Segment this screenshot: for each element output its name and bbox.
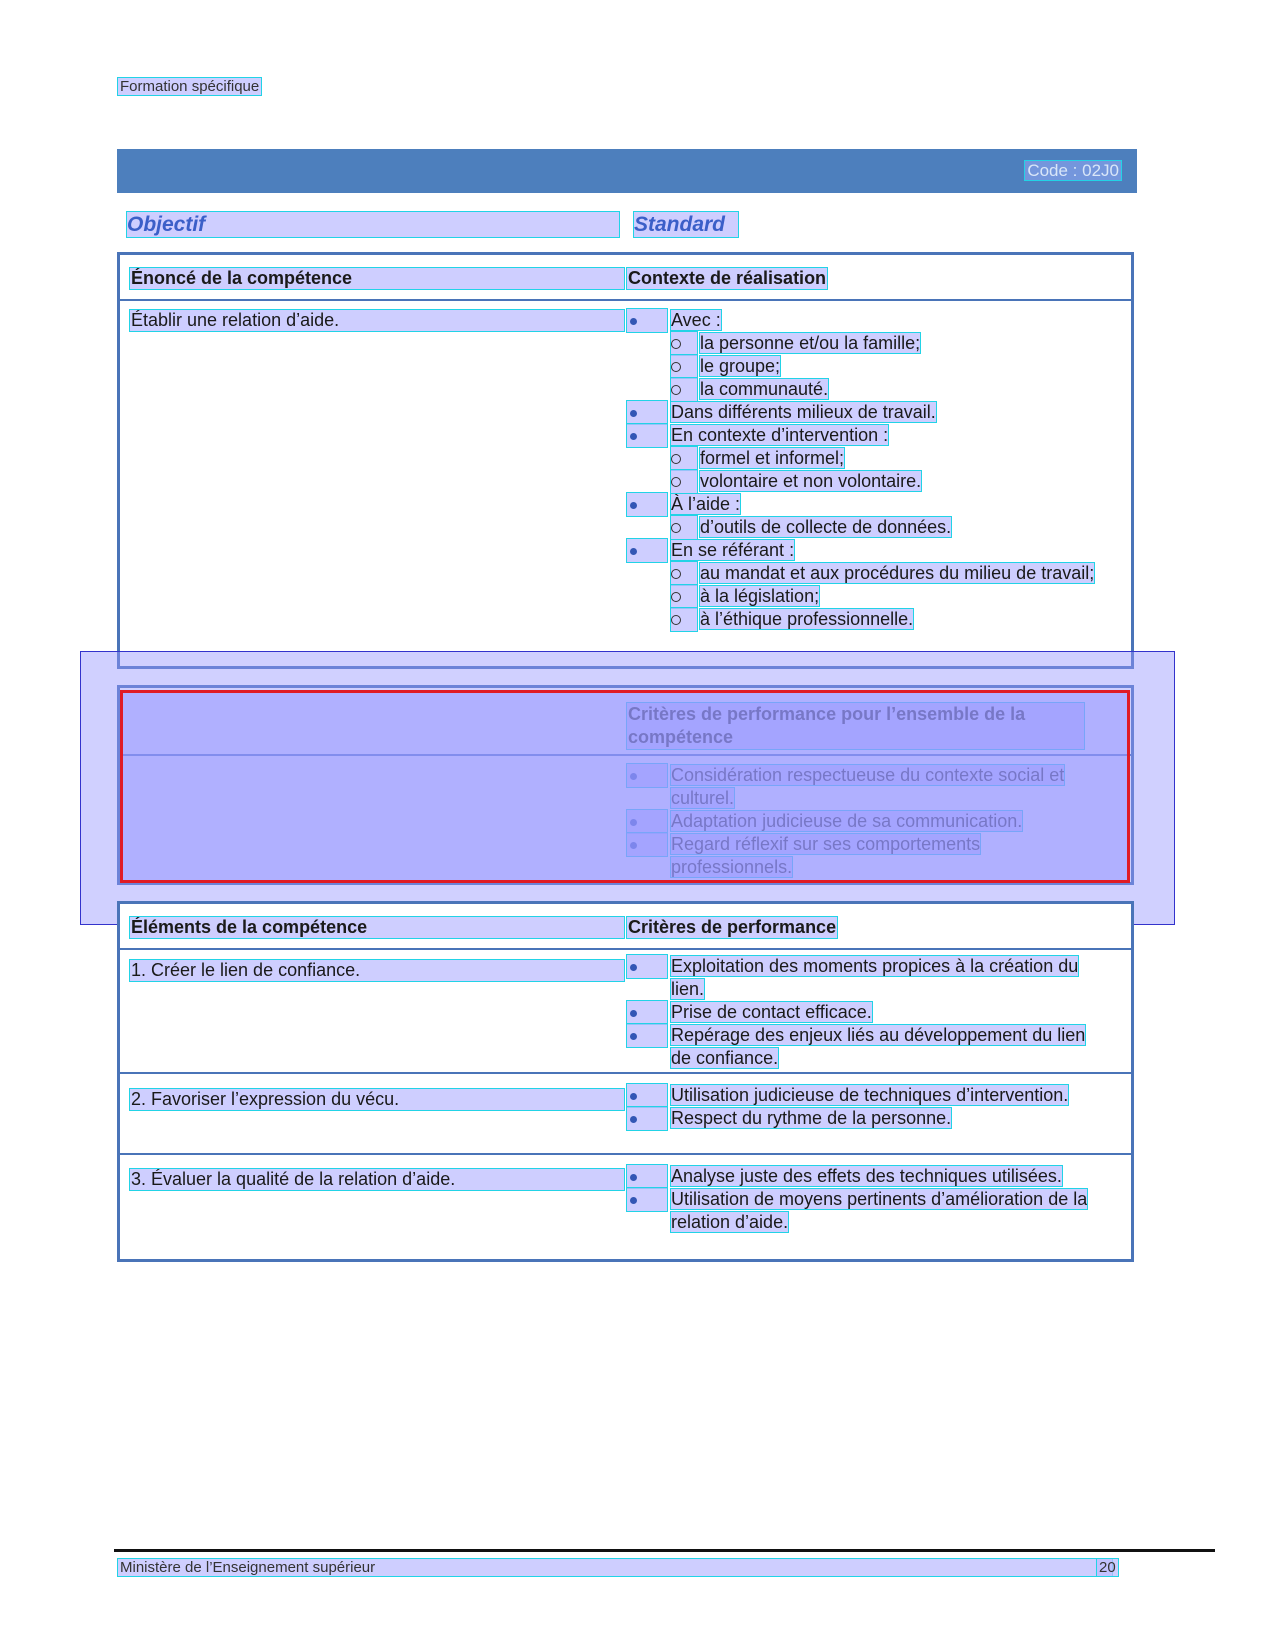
standard-title: Standard [634,212,738,237]
bullet-text: Dans différents milieux de travail. [671,402,936,422]
circle-bullet-icon [671,378,697,401]
bullet-icon [627,1024,667,1047]
bullet-icon [627,955,667,978]
circle-bullet-icon [671,516,697,539]
bullet-text: Analyse juste des effets des techniques utilisées. [671,1166,1062,1186]
circle-bullet-icon [671,355,697,378]
bullet-text: Exploitation des moments propices à la création du lien. [671,956,1079,999]
elements-table-header [120,904,1131,950]
row-divider [120,1153,1131,1155]
footer-rule [114,1549,1215,1552]
sub-bullet-text: à l’éthique professionnelle. [700,609,914,629]
competence-table [117,252,1134,669]
sub-bullet-item [627,332,1097,355]
contexte-header: Contexte de réalisation [628,268,827,288]
criteres-header: Critères de performance [628,917,837,937]
bullet-item [627,1107,1097,1130]
page-number: 20 [1099,1559,1116,1576]
sub-bullet-text: d’outils de collecte de données. [700,517,952,537]
highlight-frame [120,690,1130,883]
bullet-icon [627,493,667,516]
bullet-text: Repérage des enjeux liés au développement du lien de confiance. [671,1025,1086,1068]
bullet-item [627,955,1097,1001]
circle-bullet-icon [671,470,697,493]
bullet-text: Prise de contact efficace. [671,1002,872,1022]
bullet-item [627,1024,1097,1070]
sub-bullet-text: formel et informel; [700,448,845,468]
bullet-text: Avec : [671,310,721,330]
sub-bullet-text: à la législation; [700,586,820,606]
document-header: Formation spécifique [120,78,260,95]
code-label: Code : 02J0 [1027,161,1119,180]
bullet-item [627,401,1097,424]
bullet-icon [627,1165,667,1188]
sub-bullet-item [627,608,1097,631]
element-3: 3. Évaluer la qualité de la relation d’aide. [130,1169,624,1190]
sub-bullet-item [627,516,1097,539]
circle-bullet-icon [671,332,697,355]
element-1: 1. Créer le lien de confiance. [130,960,624,981]
sub-bullet-text: la personne et/ou la famille; [700,333,921,353]
code-bar [117,149,1137,193]
bullet-text: À l’aide : [671,494,741,514]
circle-bullet-icon [671,562,697,585]
sub-bullet-text: volontaire et non volontaire. [700,471,922,491]
competence-table-header [120,255,1131,301]
elements-table [117,901,1134,1262]
sub-bullet-text: la communauté. [700,379,829,399]
bullet-text: En contexte d’intervention : [671,425,889,445]
enonce-header: Énoncé de la compétence [130,268,624,289]
bullet-icon [627,539,667,562]
bullet-icon [627,1107,667,1130]
enonce-text: Établir une relation d’aide. [130,310,624,331]
bullet-item [627,539,1097,562]
elements-header: Éléments de la compétence [130,917,624,938]
bullet-icon [627,401,667,424]
bullet-text: Utilisation judicieuse de techniques d’intervention. [671,1085,1069,1105]
bullet-text: Respect du rythme de la personne. [671,1108,952,1128]
footer-ministry: Ministère de l’Enseignement supérieur [118,1559,1112,1576]
circle-bullet-icon [671,585,697,608]
sub-bullet-item [627,447,1097,470]
bullet-text: En se référant : [671,540,795,560]
bullet-item [627,424,1097,447]
bullet-icon [627,1084,667,1107]
sub-bullet-text: au mandat et aux procédures du milieu de travail; [700,563,1095,583]
objectif-title: Objectif [127,212,619,237]
bullet-text: Utilisation de moyens pertinents d’amélioration de la relation d’aide. [671,1189,1088,1232]
sub-bullet-item [627,562,1097,585]
bullet-icon [627,424,667,447]
bullet-item [627,1001,1097,1024]
circle-bullet-icon [671,447,697,470]
circle-bullet-icon [671,608,697,631]
bullet-item [627,493,1097,516]
contexte-list [627,309,1097,631]
bullet-icon [627,309,667,332]
element-2: 2. Favoriser l’expression du vécu. [130,1089,624,1110]
bullet-item [627,309,1097,332]
sub-bullet-item [627,378,1097,401]
sub-bullet-text: le groupe; [700,356,781,376]
sub-bullet-item [627,355,1097,378]
bullet-item [627,1165,1097,1188]
row-divider [120,1072,1131,1074]
element-3-criteres [627,1165,1097,1234]
sub-bullet-item [627,470,1097,493]
sub-bullet-item [627,585,1097,608]
bullet-icon [627,1001,667,1024]
bullet-icon [627,1188,667,1211]
bullet-item [627,1084,1097,1107]
element-1-criteres [627,955,1097,1070]
bullet-item [627,1188,1097,1234]
element-2-criteres [627,1084,1097,1130]
